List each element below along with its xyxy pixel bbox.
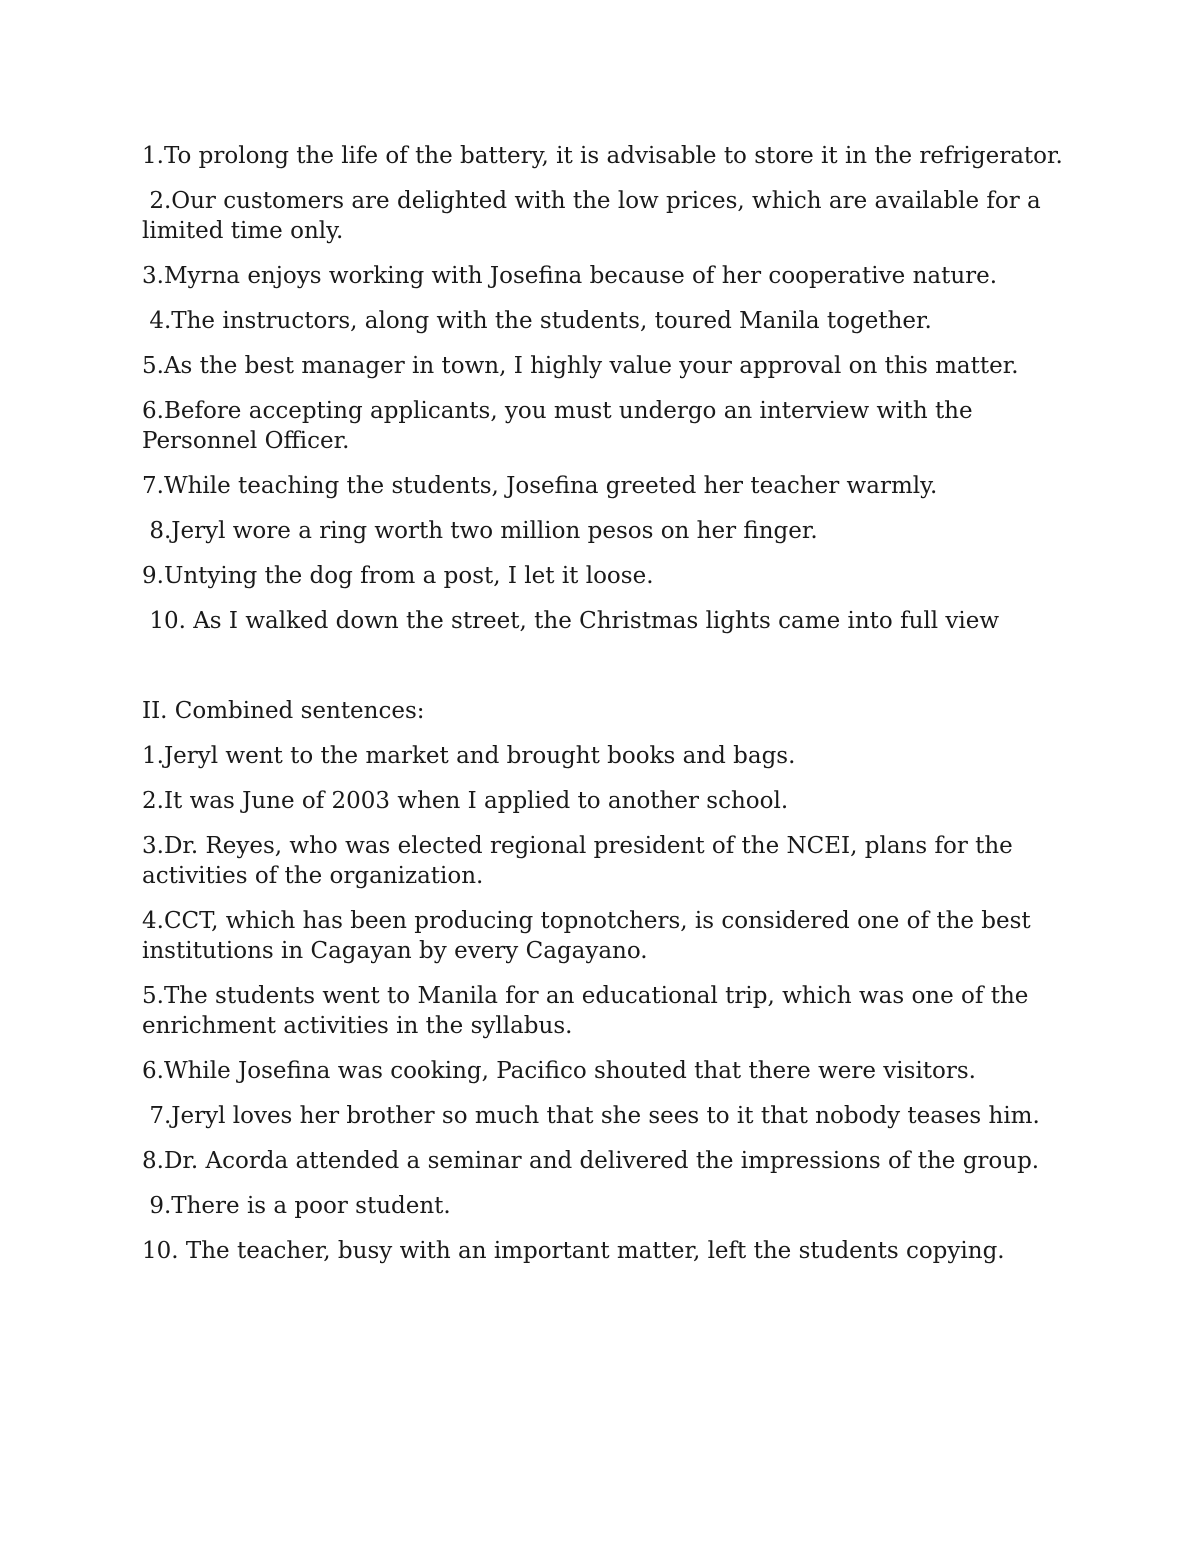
- sentence-item: 4.The instructors, along with the students, toured Manila together.: [142, 308, 932, 334]
- sentence-item: 3.Myrna enjoys working with Josefina because of her cooperative nature.: [142, 263, 998, 289]
- sentence-item: 2.Our customers are delighted with the low prices, which are available for a limited time only.: [142, 188, 1049, 244]
- misplaced-modifiers-list: [142, 141, 1072, 636]
- sentence-item: 8.Jeryl wore a ring worth two million pesos on her finger.: [142, 518, 818, 544]
- sentence-item: 1.Jeryl went to the market and brought books and bags.: [142, 743, 796, 769]
- section-heading: II. Combined sentences:: [142, 698, 425, 724]
- sentence-item: 4.CCT, which has been producing topnotchers, is considered one of the best institutions in Cagayan by every Cagayano.: [142, 908, 1038, 964]
- sentence-item: 9.There is a poor student.: [142, 1193, 451, 1219]
- sentence-item: 7.Jeryl loves her brother so much that she sees to it that nobody teases him.: [142, 1103, 1040, 1129]
- section-gap: [142, 651, 1072, 696]
- sentence-item: 6.Before accepting applicants, you must undergo an interview with the Personnel Officer.: [142, 398, 980, 454]
- sentence-item: 7.While teaching the students, Josefina greeted her teacher warmly.: [142, 473, 938, 499]
- sentence-item: 10. The teacher, busy with an important matter, left the students copying.: [142, 1238, 1005, 1264]
- sentence-item: 6.While Josefina was cooking, Pacifico shouted that there were visitors.: [142, 1058, 976, 1084]
- sentence-item: 3.Dr. Reyes, who was elected regional president of the NCEI, plans for the activities of the organization.: [142, 833, 1021, 889]
- sentence-item: 5.The students went to Manila for an educational trip, which was one of the enrichment activities in the syllabus.: [142, 983, 1036, 1039]
- sentence-item: 9.Untying the dog from a post, I let it loose.: [142, 563, 654, 589]
- sentence-item: 1.To prolong the life of the battery, it is advisable to store it in the refrigerator.: [142, 143, 1063, 169]
- combined-sentences-section: [142, 696, 1072, 1266]
- sentence-item: 5.As the best manager in town, I highly value your approval on this matter.: [142, 353, 1019, 379]
- sentence-item: 10. As I walked down the street, the Christmas lights came into full view: [142, 608, 1000, 634]
- sentence-item: 8.Dr. Acorda attended a seminar and delivered the impressions of the group.: [142, 1148, 1040, 1174]
- sentence-item: 2.It was June of 2003 when I applied to another school.: [142, 788, 789, 814]
- document-body: [142, 141, 1072, 1281]
